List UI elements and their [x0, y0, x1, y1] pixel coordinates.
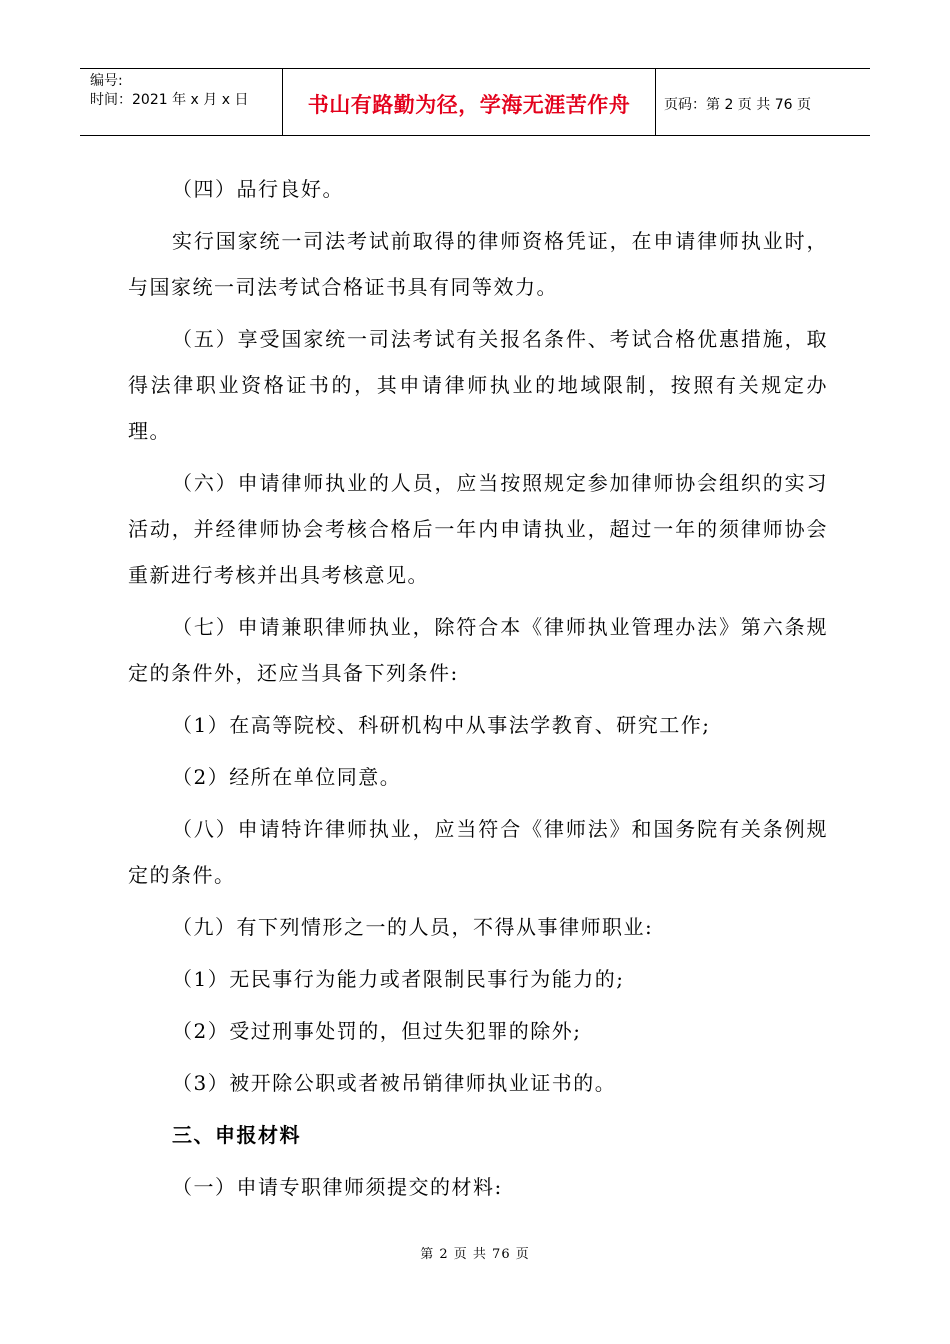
paragraph: （1）在高等院校、科研机构中从事法学教育、研究工作;	[172, 713, 711, 737]
paragraph: （八）申请特许律师执业，应当符合《律师法》和国务院有关条例规定的条件。	[128, 817, 828, 887]
paragraph: （九）有下列情形之一的人员，不得从事律师职业:	[172, 915, 654, 939]
paragraph: （四）品行良好。	[172, 177, 344, 201]
paragraph: （2）受过刑事处罚的，但过失犯罪的除外;	[172, 1019, 582, 1043]
paragraph: （五）享受国家统一司法考试有关报名条件、考试合格优惠措施，取得法律职业资格证书的，其申请律师执业的地域限制，按照有关规定办理。	[128, 327, 828, 443]
number-label: 编号:	[90, 73, 123, 89]
page-footer: 第 2 页 共 76 页	[420, 1247, 530, 1262]
header-page-info: 页码：第 2 页 共 76 页	[664, 97, 811, 113]
page-header	[80, 68, 870, 136]
time-label: 时间：2021 年 x 月 x 日	[90, 92, 249, 108]
section-heading: 三、申报材料	[172, 1123, 301, 1147]
paragraph: （2）经所在单位同意。	[172, 765, 402, 789]
paragraph: （七）申请兼职律师执业，除符合本《律师执业管理办法》第六条规定的条件外，还应当具备下列条件:	[128, 615, 828, 685]
paragraph: （3）被开除公职或者被吊销律师执业证书的。	[172, 1071, 617, 1095]
header-motto: 书山有路勤为径，学海无涯苦作舟	[282, 69, 656, 135]
paragraph: （一）申请专职律师须提交的材料:	[172, 1175, 503, 1199]
paragraph: 实行国家统一司法考试前取得的律师资格凭证，在申请律师执业时，与国家统一司法考试合格证书具有同等效力。	[128, 229, 828, 299]
paragraph: （六）申请律师执业的人员，应当按照规定参加律师协会组织的实习活动，并经律师协会考核合格后一年内申请执业，超过一年的须律师协会重新进行考核并出具考核意见。	[128, 471, 828, 587]
document-body	[128, 166, 828, 1216]
header-meta	[80, 69, 282, 135]
paragraph: （1）无民事行为能力或者限制民事行为能力的;	[172, 967, 625, 991]
